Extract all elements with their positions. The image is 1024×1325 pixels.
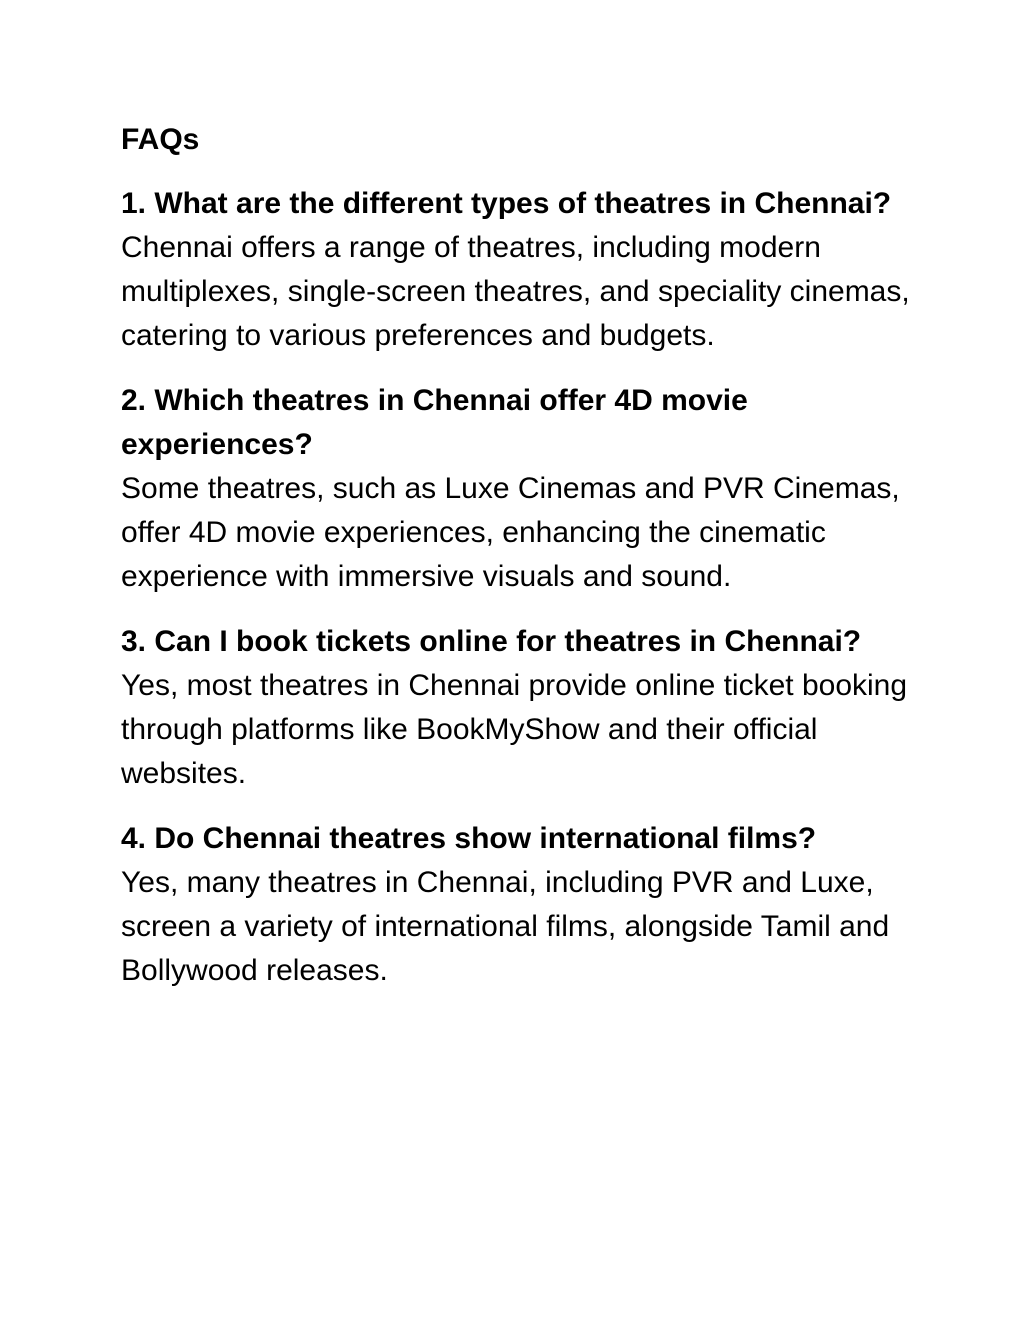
faq-item-1 [121, 182, 921, 358]
faq-item-3 [121, 620, 921, 796]
faq-question-1: 1. What are the different types of theatres in Chennai? [121, 187, 892, 220]
faq-question-2: 2. Which theatres in Chennai offer 4D movie experiences? [121, 384, 748, 461]
faq-answer-1: Chennai offers a range of theatres, including modern multiplexes, single-screen theatres, and speciality cinemas, catering to various preferences and budgets. [121, 231, 910, 352]
faq-answer-4: Yes, many theatres in Chennai, including PVR and Luxe, screen a variety of international films, alongside Tamil and Bollywood releases. [121, 866, 890, 987]
faq-answer-3: Yes, most theatres in Chennai provide online ticket booking through platforms like BookMyShow and their official websites. [121, 669, 908, 790]
faq-item-4 [121, 817, 921, 993]
faq-question-4: 4. Do Chennai theatres show international films? [121, 822, 817, 855]
faq-item-2 [121, 379, 921, 599]
document-page [121, 118, 921, 1014]
faq-answer-2: Some theatres, such as Luxe Cinemas and PVR Cinemas, offer 4D movie experiences, enhancing the cinematic experience with immersive visuals and sound. [121, 472, 900, 593]
faq-question-3: 3. Can I book tickets online for theatres in Chennai? [121, 625, 862, 658]
faq-heading: FAQs [121, 123, 200, 156]
